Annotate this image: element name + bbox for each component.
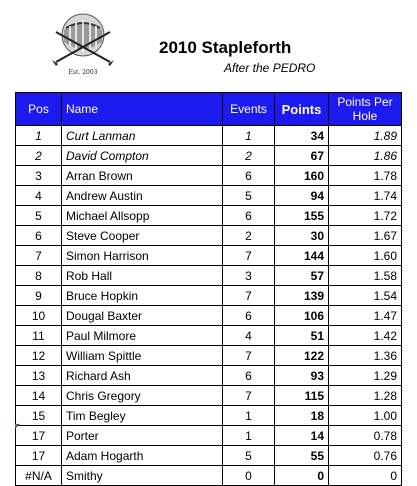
cell-events[interactable]: 6	[223, 306, 275, 326]
cell-pos[interactable]: 13	[16, 366, 62, 386]
golf-club-logo	[48, 8, 118, 76]
cell-name[interactable]: Paul Milmore	[62, 326, 223, 346]
cell-points[interactable]: 144	[275, 246, 329, 266]
table-row	[16, 386, 402, 406]
table-row	[16, 406, 402, 426]
cell-points[interactable]: 94	[275, 186, 329, 206]
cell-name[interactable]: Michael Allsopp	[62, 206, 223, 226]
cell-points[interactable]: 67	[275, 146, 329, 166]
table-row	[16, 166, 402, 186]
cell-events[interactable]: 4	[223, 326, 275, 346]
col-header-pos[interactable]: Pos	[16, 93, 62, 126]
cell-points-per-hole[interactable]: 1.74	[329, 186, 402, 206]
cell-name[interactable]: David Compton	[62, 146, 223, 166]
cell-events[interactable]: 2	[223, 226, 275, 246]
cell-pos[interactable]: 17	[16, 426, 62, 446]
cell-points-per-hole[interactable]: 1.60	[329, 246, 402, 266]
table-row	[16, 226, 402, 246]
table-header-row	[16, 93, 402, 126]
cell-points-per-hole[interactable]: 1.00	[329, 406, 402, 426]
cell-points-per-hole[interactable]: 1.58	[329, 266, 402, 286]
cell-pos[interactable]: 8	[16, 266, 62, 286]
cell-pos[interactable]: 10	[16, 306, 62, 326]
leaderboard-table	[15, 92, 402, 486]
cell-pos[interactable]: 3	[16, 166, 62, 186]
cell-name[interactable]: Andrew Austin	[62, 186, 223, 206]
cell-points[interactable]: 155	[275, 206, 329, 226]
cell-points[interactable]: 122	[275, 346, 329, 366]
cell-points[interactable]: 57	[275, 266, 329, 286]
cell-name[interactable]: Dougal Baxter	[62, 306, 223, 326]
table-row	[16, 306, 402, 326]
cell-points[interactable]: 106	[275, 306, 329, 326]
cell-pos[interactable]: 1	[16, 126, 62, 146]
cell-points-per-hole[interactable]: 1.29	[329, 366, 402, 386]
table-row	[16, 466, 402, 486]
cell-events[interactable]: 1	[223, 426, 275, 446]
table-row	[16, 206, 402, 226]
page-title: 2010 Stapleforth	[159, 38, 292, 57]
cell-name[interactable]: Simon Harrison	[62, 246, 223, 266]
cell-events[interactable]: 7	[223, 346, 275, 366]
col-header-points[interactable]: Points	[275, 93, 329, 126]
table-row	[16, 426, 402, 446]
cell-pos[interactable]: 5	[16, 206, 62, 226]
cell-name[interactable]: William Spittle	[62, 346, 223, 366]
cell-name[interactable]: Adam Hogarth	[62, 446, 223, 466]
comment-indicator-icon	[15, 424, 20, 429]
cell-points-per-hole[interactable]: 1.36	[329, 346, 402, 366]
cell-points-per-hole[interactable]: 1.72	[329, 206, 402, 226]
cell-events[interactable]: 6	[223, 206, 275, 226]
table-row	[16, 266, 402, 286]
cell-points-per-hole[interactable]: 0.78	[329, 426, 402, 446]
cell-name[interactable]: Porter	[62, 426, 223, 446]
table-row	[16, 246, 402, 266]
cell-events[interactable]: 3	[223, 266, 275, 286]
cell-events[interactable]: 2	[223, 146, 275, 166]
cell-points-per-hole[interactable]: 1.54	[329, 286, 402, 306]
cell-name[interactable]: Bruce Hopkin	[62, 286, 223, 306]
cell-name[interactable]: Richard Ash	[62, 366, 223, 386]
cell-points[interactable]: 30	[275, 226, 329, 246]
cell-points[interactable]: 160	[275, 166, 329, 186]
cell-name[interactable]: Curt Lanman	[62, 126, 223, 146]
cell-points-per-hole[interactable]: 0	[329, 466, 402, 486]
cell-points-per-hole[interactable]: 1.78	[329, 166, 402, 186]
cell-points[interactable]: 55	[275, 446, 329, 466]
cell-name[interactable]: Rob Hall	[62, 266, 223, 286]
cell-name[interactable]: Chris Gregory	[62, 386, 223, 406]
table-row	[16, 186, 402, 206]
cell-events[interactable]: 7	[223, 386, 275, 406]
col-header-events[interactable]: Events	[223, 93, 275, 126]
cell-points[interactable]: 115	[275, 386, 329, 406]
table-row	[16, 346, 402, 366]
cell-events[interactable]: 7	[223, 286, 275, 306]
table-row	[16, 126, 402, 146]
cell-points[interactable]: 0	[275, 466, 329, 486]
cell-points[interactable]: 51	[275, 326, 329, 346]
cell-events[interactable]: 7	[223, 246, 275, 266]
cell-events[interactable]: 6	[223, 166, 275, 186]
cell-points-per-hole[interactable]: 1.86	[329, 146, 402, 166]
cell-points[interactable]: 139	[275, 286, 329, 306]
cell-pos[interactable]: 17	[16, 446, 62, 466]
cell-pos[interactable]: 4	[16, 186, 62, 206]
cell-points-per-hole[interactable]: 1.28	[329, 386, 402, 406]
cell-pos[interactable]: 7	[16, 246, 62, 266]
cell-pos[interactable]: 2	[16, 146, 62, 166]
cell-points-per-hole[interactable]: 0.76	[329, 446, 402, 466]
table-row	[16, 146, 402, 166]
cell-pos[interactable]: 15	[16, 406, 62, 426]
cell-name[interactable]: Arran Brown	[62, 166, 223, 186]
cell-pos[interactable]: 12	[16, 346, 62, 366]
table-row	[16, 446, 402, 466]
cell-name[interactable]: Tim Begley	[62, 406, 223, 426]
cell-name[interactable]: Steve Cooper	[62, 226, 223, 246]
cell-pos[interactable]: 6	[16, 226, 62, 246]
table-row	[16, 366, 402, 386]
cell-pos[interactable]: 14	[16, 386, 62, 406]
table-row	[16, 286, 402, 306]
cell-events[interactable]: 5	[223, 186, 275, 206]
logo-established-text: Est. 2003	[68, 69, 98, 76]
cell-points[interactable]: 18	[275, 406, 329, 426]
cell-points[interactable]: 93	[275, 366, 329, 386]
cell-pos[interactable]: #N/A	[16, 466, 62, 486]
cell-pos[interactable]: 11	[16, 326, 62, 346]
col-header-name[interactable]: Name	[62, 93, 223, 126]
page-subtitle: After the PEDRO	[224, 61, 316, 75]
cell-points-per-hole[interactable]: 1.42	[329, 326, 402, 346]
cell-points-per-hole[interactable]: 1.89	[329, 126, 402, 146]
cell-events[interactable]: 1	[223, 406, 275, 426]
cell-events[interactable]: 5	[223, 446, 275, 466]
cell-points[interactable]: 34	[275, 126, 329, 146]
cell-points-per-hole[interactable]: 1.67	[329, 226, 402, 246]
cell-events[interactable]: 6	[223, 366, 275, 386]
cell-name[interactable]: Smithy	[62, 466, 223, 486]
cell-events[interactable]: 0	[223, 466, 275, 486]
cell-events[interactable]: 1	[223, 126, 275, 146]
col-header-points-per-hole[interactable]: Points Per Hole	[329, 93, 402, 126]
cell-points-per-hole[interactable]: 1.47	[329, 306, 402, 326]
cell-pos[interactable]: 9	[16, 286, 62, 306]
cell-points[interactable]: 14	[275, 426, 329, 446]
table-row	[16, 326, 402, 346]
